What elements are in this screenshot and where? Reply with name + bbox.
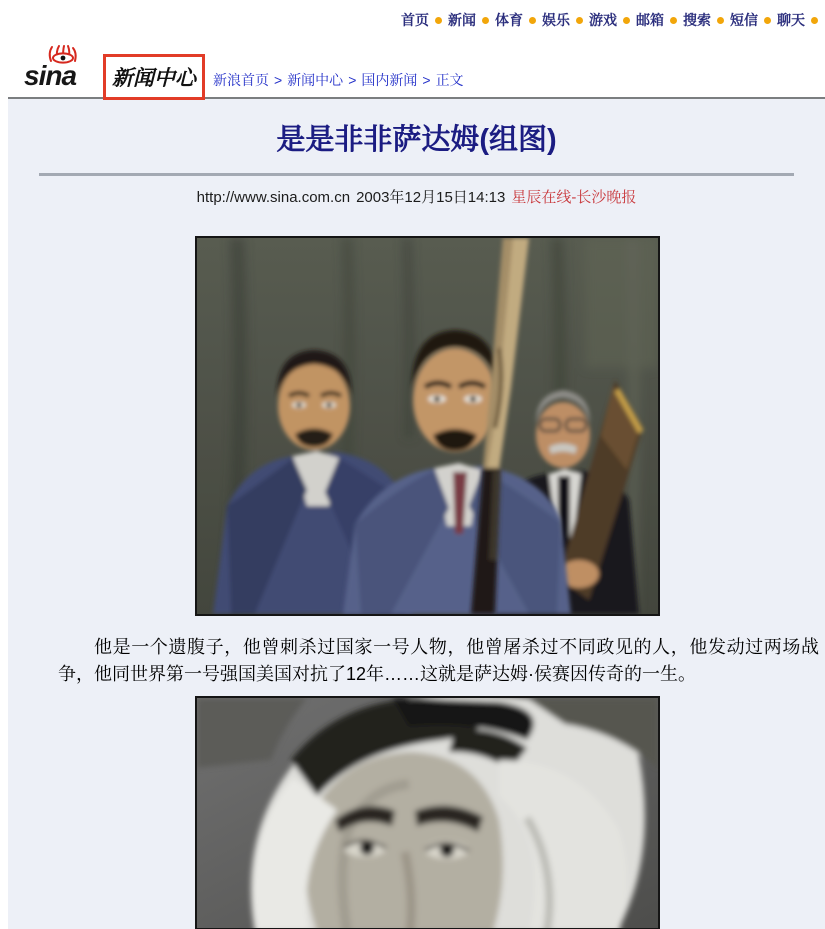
breadcrumb-link-news-center[interactable]: 新闻中心 [287, 72, 344, 88]
nav-dot-icon [529, 17, 536, 24]
top-nav [398, 10, 821, 30]
nav-link-games[interactable]: 游戏 [589, 12, 617, 28]
article-source-line [8, 188, 825, 208]
breadcrumb-link-domestic-news[interactable]: 国内新闻 [361, 72, 418, 88]
nav-link-chat[interactable]: 聊天 [777, 12, 805, 28]
source-name-link[interactable]: 星辰在线-长沙晚报 [511, 189, 637, 206]
young-saddam-keffiyeh-portrait-photo [195, 696, 660, 929]
saddam-holding-rifle-photo [195, 236, 660, 616]
news-center-badge[interactable] [103, 54, 205, 100]
saddam-rifle-illustration [197, 238, 658, 614]
article-title: 是是非非萨达姆(组图) [276, 124, 557, 156]
publish-datetime: 2003年12月15日14:13 [356, 189, 506, 206]
nav-link-home[interactable]: 首页 [401, 12, 429, 28]
nav-dot-icon [435, 17, 442, 24]
breadcrumb-link-sina-home[interactable]: 新浪首页 [213, 72, 269, 88]
young-saddam-illustration [197, 698, 658, 929]
nav-link-news[interactable]: 新闻 [448, 12, 476, 28]
nav-dot-icon [670, 17, 677, 24]
nav-dot-icon [717, 17, 724, 24]
breadcrumb [213, 70, 464, 90]
title-divider [39, 173, 794, 176]
breadcrumb-separator: > [422, 72, 431, 88]
article-paragraph: 他是一个遗腹子，他曾刺杀过国家一号人物，他曾屠杀过不同政见的人，他发动过两场战争，他同世界第一号强国美国对抗了12年……这就是萨达姆·侯赛因传奇的一生。 [58, 637, 819, 684]
breadcrumb-separator: > [348, 72, 357, 88]
nav-dot-icon [576, 17, 583, 24]
breadcrumb-separator: > [274, 72, 283, 88]
nav-link-search[interactable]: 搜索 [683, 12, 711, 28]
news-center-label: 新闻中心 [112, 67, 196, 90]
article-content [8, 99, 825, 929]
breadcrumb-current-article[interactable]: 正文 [435, 72, 464, 88]
nav-link-sms[interactable]: 短信 [730, 12, 758, 28]
nav-link-sports[interactable]: 体育 [495, 12, 523, 28]
nav-dot-icon [764, 17, 771, 24]
nav-dot-icon [623, 17, 630, 24]
nav-link-entertainment[interactable]: 娱乐 [542, 12, 570, 28]
nav-dot-icon [482, 17, 489, 24]
source-url: http://www.sina.com.cn [196, 189, 351, 206]
nav-dot-icon [811, 17, 818, 24]
nav-link-mail[interactable]: 邮箱 [636, 12, 664, 28]
sina-brand-text: sina [24, 60, 77, 91]
page-header [0, 0, 825, 99]
sina-logo[interactable] [24, 52, 104, 92]
